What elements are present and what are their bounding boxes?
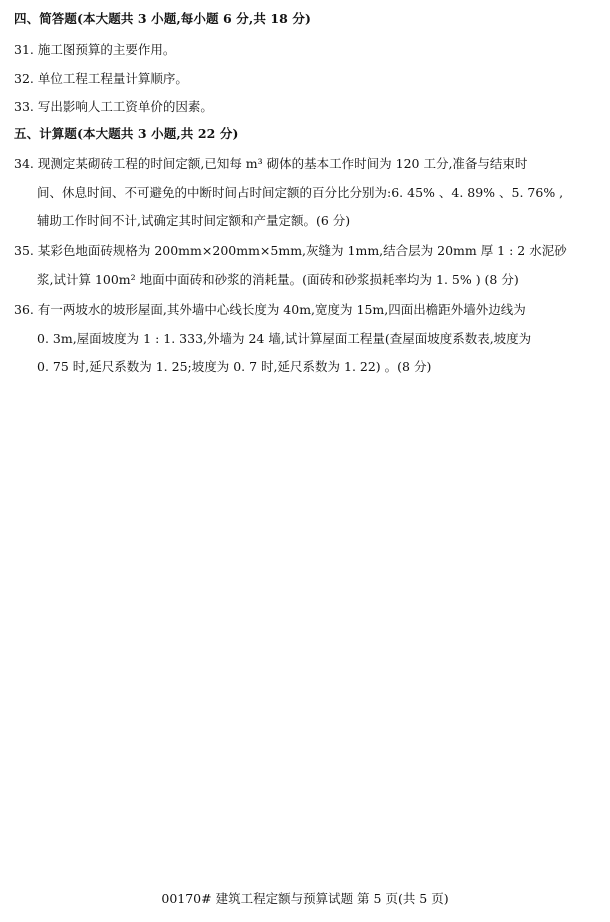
question-35-line-2: 浆,试计算 100m² 地面中面砖和砂浆的消耗量。(面砖和砂浆损耗率均为 1. 5% ) (8 分): [37, 271, 519, 287]
question-36-line-2: 0. 3m,屋面坡度为 1 : 1. 333,外墙为 24 墙,试计算屋面工程量(查屋面坡度系数表,坡度为: [37, 330, 532, 346]
question-32: 32. 单位工程工程量计算顺序。: [14, 71, 188, 86]
question-34: [14, 155, 598, 241]
page-footer: 00170# 建筑工程定额与预算试题 第 5 页(共 5 页): [161, 891, 449, 906]
question-36-line-1: 36. 有一两坡水的坡形屋面,其外墙中心线长度为 40m,宽度为 15m,四面出檐距外墙外边线为: [14, 302, 526, 317]
question-33: 33. 写出影响人工工资单价的因素。: [14, 99, 213, 114]
question-34-line-3: 辅助工作时间不计,试确定其时间定额和产量定额。(6 分): [37, 213, 351, 228]
question-36-line-3: 0. 75 时,延尺系数为 1. 25;坡度为 0. 7 时,延尺系数为 1. 22) 。(8 分): [37, 359, 432, 374]
question-34-line-2: 间、休息时间、不可避免的中断时间占时间定额的百分比分别为:6. 45% 、4. 89% 、5. 76% ,: [37, 184, 564, 200]
question-31: 31. 施工图预算的主要作用。: [14, 42, 176, 57]
question-35: [14, 242, 598, 299]
question-36: [14, 301, 598, 387]
section-title-calculation: 五、计算题(本大题共 3 小题,共 22 分): [14, 126, 239, 141]
section-title-short-answer: 四、简答题(本大题共 3 小题,每小题 6 分,共 18 分): [14, 11, 312, 26]
question-34-line-1: 34. 现测定某砌砖工程的时间定额,已知每 m³ 砌体的基本工作时间为 120 工分,准备与结束时: [14, 156, 528, 171]
question-35-line-1: 35. 某彩色地面砖规格为 200mm×200mm×5mm,灰缝为 1mm,结合层为 20mm 厚 1 : 2 水泥砂: [14, 243, 567, 258]
